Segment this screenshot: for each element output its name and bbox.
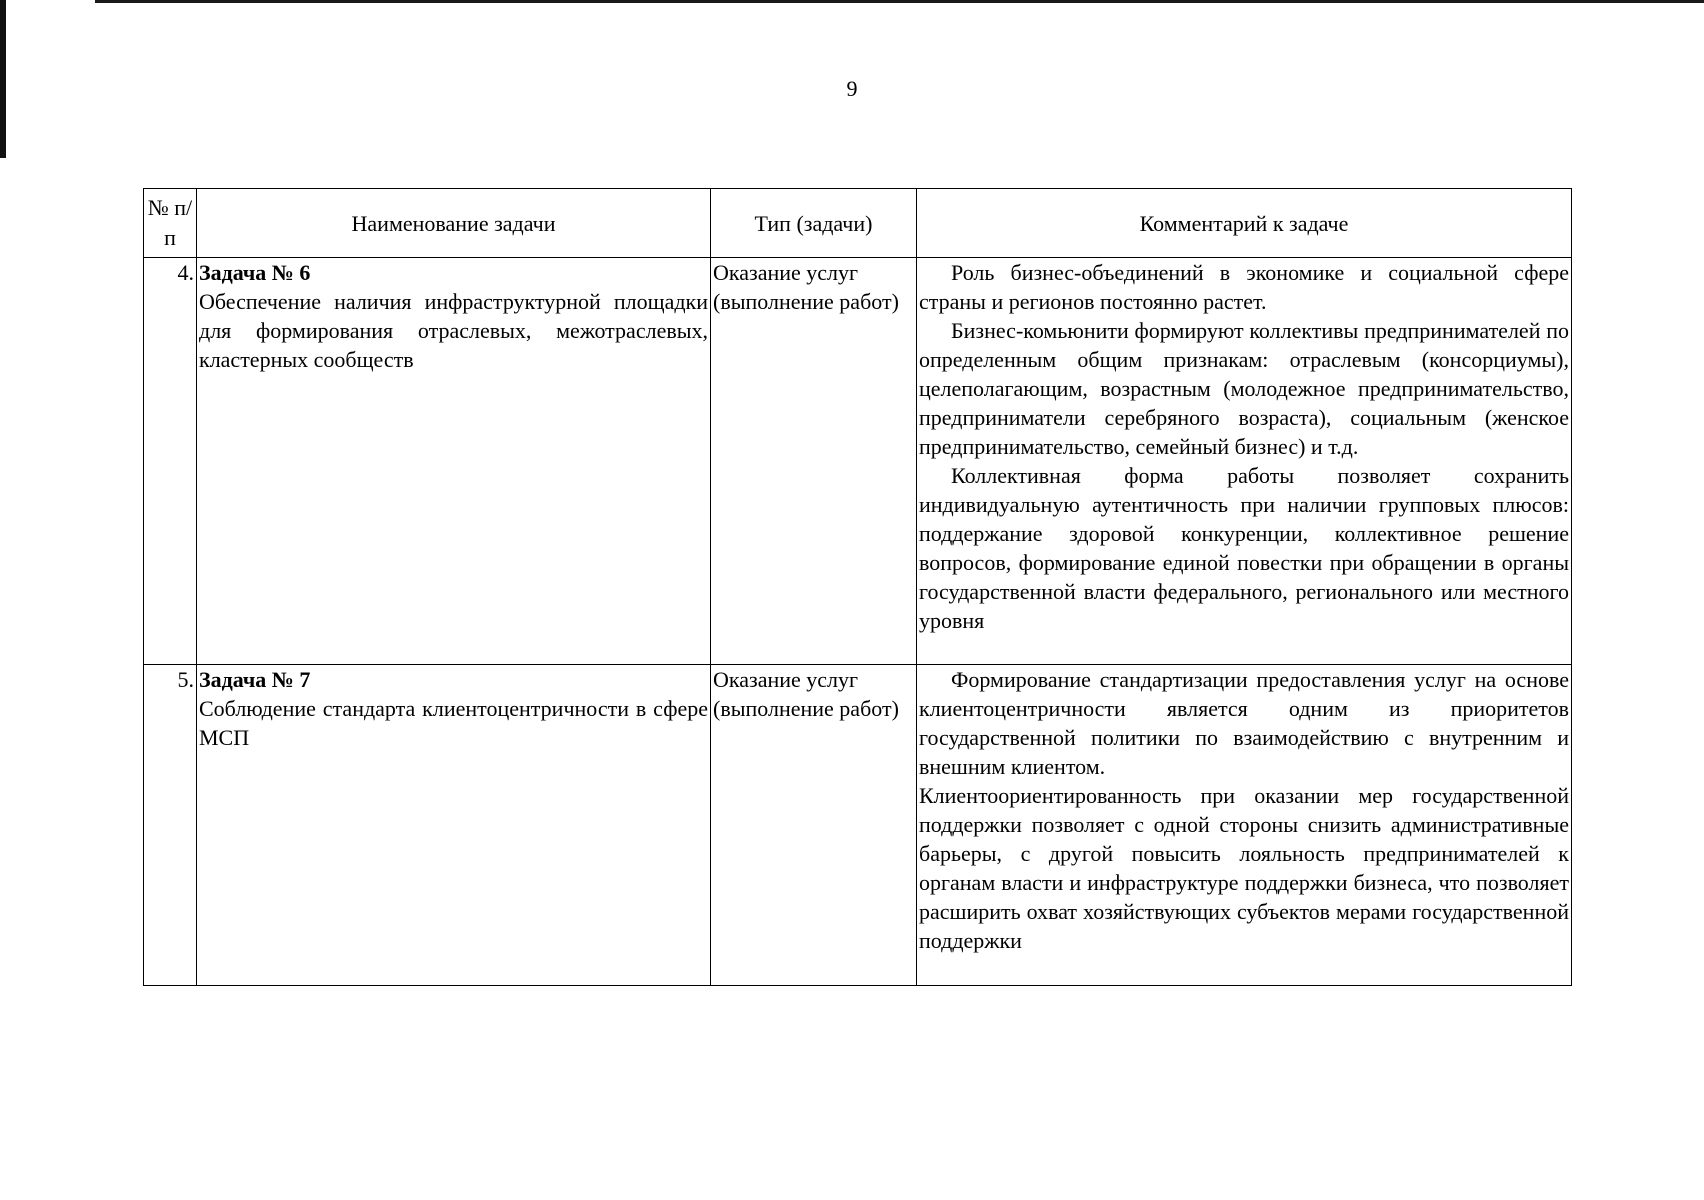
task-title: Задача № 7	[199, 667, 311, 692]
header-comment: Комментарий к задаче	[917, 189, 1572, 258]
row-number: 5.	[144, 665, 197, 986]
comment-paragraph: Формирование стандартизации предоставления услуг на основе клиентоцентричности является одним из приоритетов государственной политики по взаимодействию с внутренним и внешним клиентом.	[919, 667, 1569, 779]
page-number: 9	[846, 76, 858, 101]
task-type: Оказание услуг (выполнение работ)	[711, 258, 917, 665]
comment-paragraph: Бизнес-комьюнити формируют коллективы предпринимателей по определенным общим признакам: отраслевым (консорциумы), целеполагающим, возрастным (молодежное предпринимательство, предприниматели серебряного возраста), социальным (женское предпринимательство, семейный бизнес) и т.д.	[919, 318, 1569, 459]
comment-paragraph: Роль бизнес-объединений в экономике и социальной сфере страны и регионов постоянно растет.	[919, 260, 1569, 314]
header-num: № п/п	[144, 189, 197, 258]
task-name: Соблюдение стандарта клиентоцентричности в сфере МСП	[199, 696, 708, 750]
task-type: Оказание услуг (выполнение работ)	[711, 665, 917, 986]
task-comment	[917, 258, 1572, 665]
task-title: Задача № 6	[199, 260, 311, 285]
row-number: 4.	[144, 258, 197, 665]
task-name: Обеспечение наличия инфраструктурной площадки для формирования отраслевых, межотраслевых, кластерных сообществ	[199, 289, 708, 372]
comment-paragraph: Коллективная форма работы позволяет сохранить индивидуальную аутентичность при наличии групповых плюсов: поддержание здоровой конкуренции, коллективное решение вопросов, формирование единой повестки при обращении в органы государственной власти федерального, регионального или местного уровня	[919, 463, 1569, 633]
scan-edge-top	[95, 0, 1704, 3]
table-row	[144, 665, 1572, 986]
task-cell	[197, 665, 711, 986]
comment-paragraph: Клиентоориентированность при оказании мер государственной поддержки позволяет с одной стороны снизить административные барьеры, с другой повысить лояльность предпринимателей к органам власти и инфраструктуре поддержки бизнеса, что позволяет расширить охват хозяйствующих субъектов мерами государственной поддержки	[919, 783, 1569, 953]
table-row	[144, 258, 1572, 665]
task-cell	[197, 258, 711, 665]
table-header-row	[144, 189, 1572, 258]
tasks-table	[143, 188, 1572, 986]
header-name: Наименование задачи	[197, 189, 711, 258]
header-type: Тип (задачи)	[711, 189, 917, 258]
task-comment	[917, 665, 1572, 986]
